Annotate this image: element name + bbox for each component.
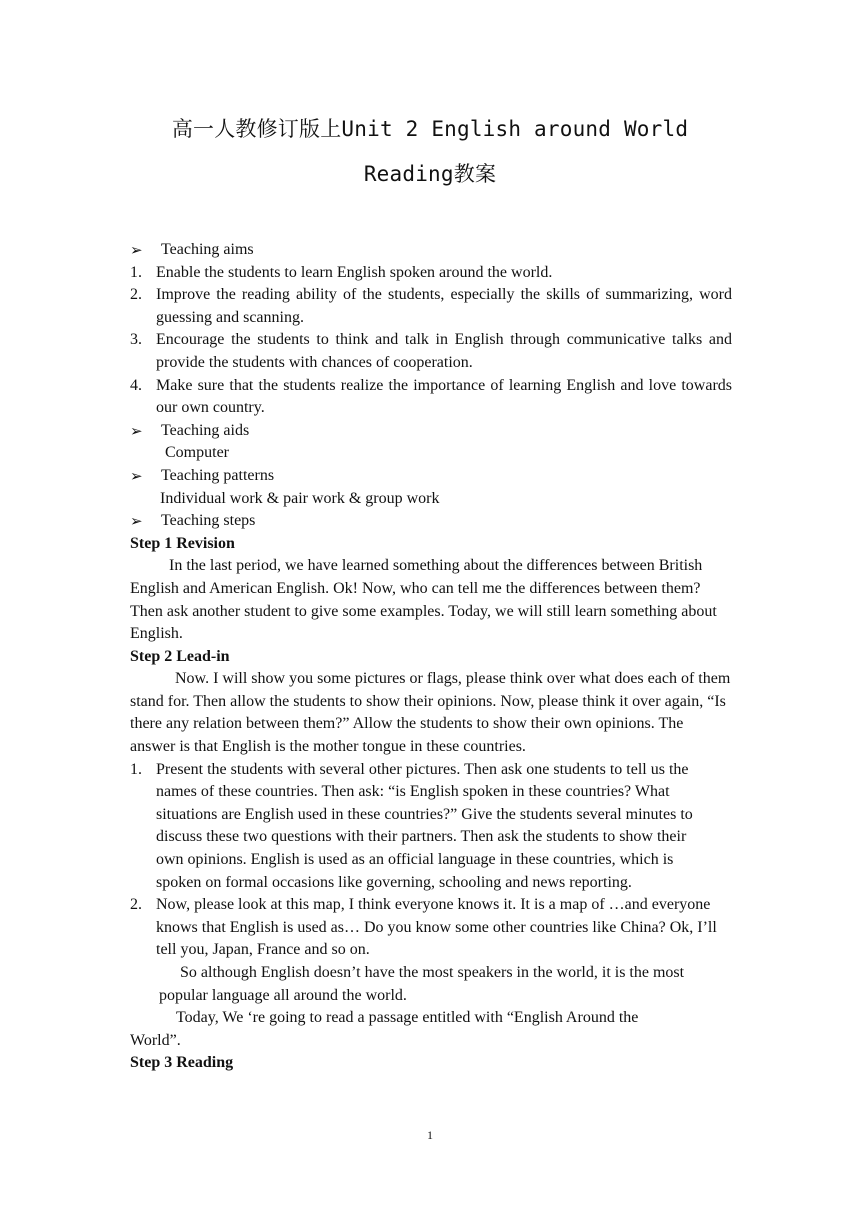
list-number: 1. (130, 263, 142, 281)
document-body (130, 239, 732, 1075)
list-item (130, 894, 732, 962)
section-teaching-aids (130, 420, 732, 443)
section-heading: Teaching aids (161, 421, 250, 439)
list-item-text: Encourage the students to think and talk in English through communicative talks and provide the students with chances of cooperation. (156, 331, 732, 371)
step-paragraph: Now. I will show you some pictures or flags, please think over what does each of them stand for. Then allow the students to show their opinions. Now, please think it over again, “Is there any relation between them?” Allow the students to show their own opinions. The answer is that English is the mother tongue in these countries. (130, 670, 731, 756)
section-teaching-patterns (130, 465, 732, 488)
list-item (130, 262, 732, 285)
section-value: Computer (165, 444, 229, 462)
list-number: 2. (130, 896, 142, 914)
page-number: 1 (427, 1128, 433, 1142)
section-value: Individual work & pair work & group work (160, 489, 440, 507)
list-number: 3. (130, 331, 142, 349)
list-item-text: Enable the students to learn English spoken around the world. (156, 263, 553, 281)
list-item (130, 284, 732, 329)
list-item-text: Present the students with several other pictures. Then ask one students to tell us the names of these countries. Then ask: “is English spoken in these countries? What situations are English used in these countries?” Give the students several minutes to discuss these two questions with their partners. Then ask the students to show their own opinions. English is used as an official language in these countries, which is spoken on formal occasions like governing, schooling and news reporting. (156, 760, 693, 891)
document-subtitle: Reading教案 (363, 162, 497, 186)
step-heading: Step 1 Revision (130, 534, 235, 552)
list-item (130, 375, 732, 420)
arrow-bullet-icon: ➢ (130, 241, 143, 259)
list-item-text: Improve the reading ability of the students, especially the skills of summarizing, word guessing and scanning. (156, 286, 732, 326)
step-heading: Step 2 Lead-in (130, 647, 230, 665)
list-number: 4. (130, 376, 142, 394)
step-paragraph: So although English doesn’t have the most speakers in the world, it is the most popular language all around the world. (159, 964, 685, 1004)
section-heading: Teaching aims (161, 241, 254, 258)
step-paragraph: Today, We ‘re going to read a passage entitled with “English Around the World”. (130, 1009, 639, 1049)
document-title: 高一人教修订版上Unit 2 English around World (171, 117, 689, 141)
list-number: 1. (130, 760, 142, 778)
list-item-text: Make sure that the students realize the importance of learning English and love towards our own country. (156, 376, 732, 417)
list-number: 2. (130, 286, 142, 304)
list-item (130, 759, 732, 895)
step-paragraph: In the last period, we have learned something about the differences between British English and American English. Ok! Now, who can tell me the differences between them? Then ask another student to give some examples. Today, we will still learn something about English. (130, 557, 717, 643)
section-heading: Teaching steps (161, 512, 256, 530)
arrow-bullet-icon: ➢ (130, 421, 143, 440)
section-heading: Teaching patterns (161, 466, 275, 484)
list-item-text: Now, please look at this map, I think everyone knows it. It is a map of …and everyone knows that English is used as… Do you know some other countries like China? Ok, I’ll tell you, Japan, France and so on. (156, 896, 717, 959)
section-teaching-aims (130, 239, 732, 262)
step-heading: Step 3 Reading (130, 1054, 234, 1072)
arrow-bullet-icon: ➢ (130, 466, 143, 485)
arrow-bullet-icon: ➢ (130, 512, 143, 531)
list-item (130, 329, 732, 374)
section-teaching-steps (130, 510, 732, 533)
